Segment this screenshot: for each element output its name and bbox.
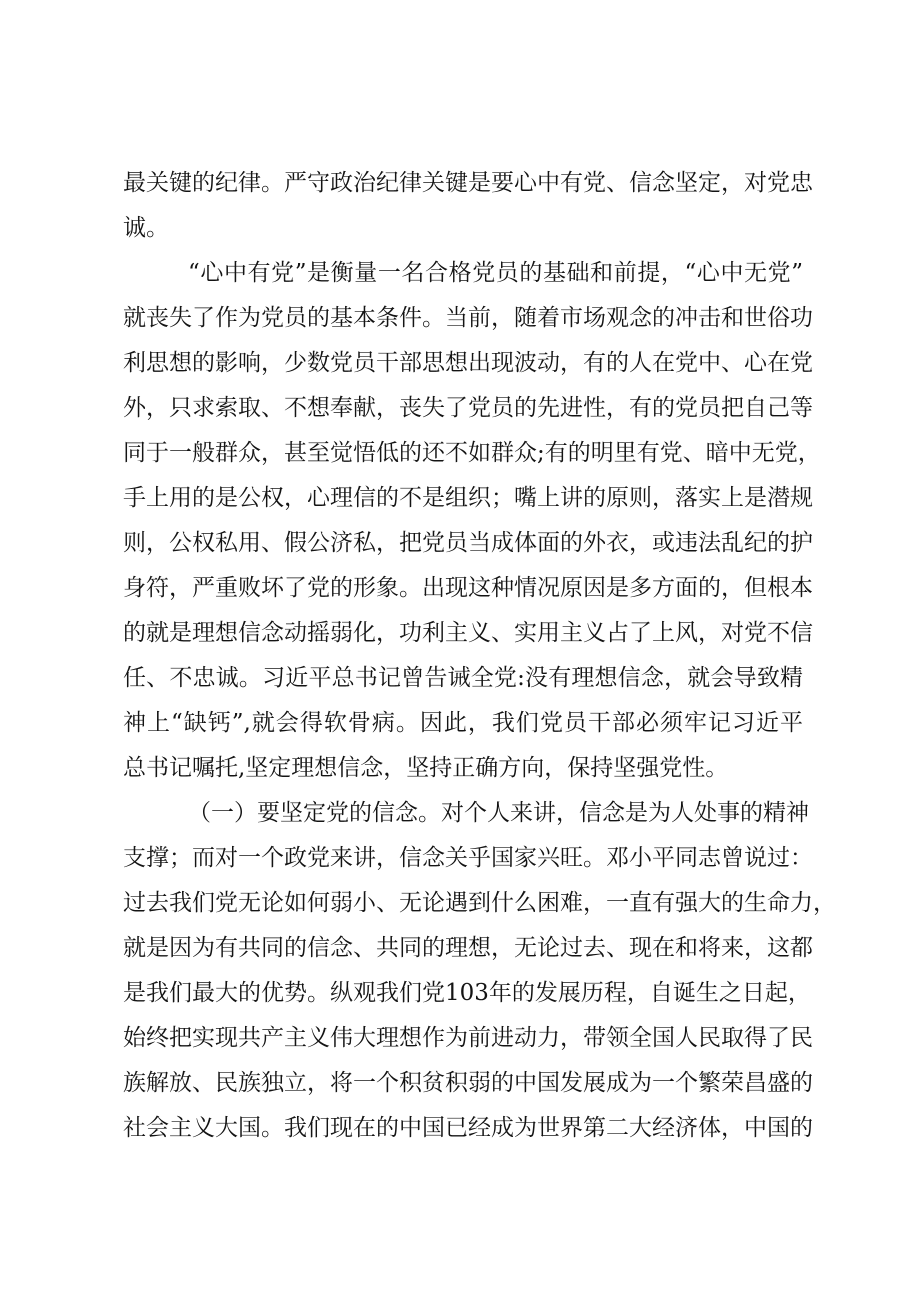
text-line: 同于一般群众，甚至觉悟低的还不如群众;有的明里有党、暗中无党， xyxy=(123,440,821,466)
text-line: 则，公权私用、假公济私，把党员当成体面的外衣，或违法乱纪的护 xyxy=(123,530,813,556)
text-line: 外，只求索取、不想奉献，丧失了党员的先进性，有的党员把自己等 xyxy=(123,395,813,421)
text-line: 的就是理想信念动摇弱化，功利主义、实用主义占了上风，对党不信 xyxy=(123,620,813,646)
text-line: 族解放、民族独立，将一个积贫积弱的中国发展成为一个繁荣昌盛的 xyxy=(123,1070,813,1096)
text-line: 过去我们党无论如何弱小、无论遇到什么困难，一直有强大的生命力， xyxy=(123,890,836,916)
text-line: 始终把实现共产主义伟大理想作为前进动力，带领全国人民取得了民 xyxy=(123,1025,813,1051)
text-line: 利思想的影响，少数党员干部思想出现波动，有的人在党中、心在党 xyxy=(123,350,813,376)
text-line: “心中有党”是衡量一名合格党员的基础和前提，“心中无党” xyxy=(188,260,803,286)
text-line: 诚。 xyxy=(123,215,169,241)
text-line: 社会主义大国。我们现在的中国已经成为世界第二大经济体，中国的 xyxy=(123,1115,813,1141)
text-line: 神上“缺钙”,就会得软骨病。因此，我们党员干部必须牢记习近平 xyxy=(123,710,803,736)
text-line: （一）要坚定党的信念。对个人来讲，信念是为人处事的精神 xyxy=(188,800,809,826)
text-line: 总书记嘱托,坚定理想信念，坚持正确方向，保持坚强党性。 xyxy=(123,755,729,781)
text-line: 支撑；而对一个政党来讲，信念关乎国家兴旺。邓小平同志曾说过： xyxy=(123,845,813,871)
text-line: 任、不忠诚。习近平总书记曾告诫全党:没有理想信念，就会导致精 xyxy=(123,665,803,691)
text-line: 就丧失了作为党员的基本条件。当前，随着市场观念的冲击和世俗功 xyxy=(123,305,813,331)
text-line: 最关键的纪律。严守政治纪律关键是要心中有党、信念坚定，对党忠 xyxy=(123,170,813,196)
text-line: 身符，严重败坏了党的形象。出现这种情况原因是多方面的，但根本 xyxy=(123,575,813,601)
text-line: 手上用的是公权，心理信的不是组织；嘴上讲的原则，落实上是潜规 xyxy=(123,485,813,511)
text-line: 是我们最大的优势。纵观我们党103年的发展历程，自诞生之日起， xyxy=(123,980,811,1006)
text-line: 就是因为有共同的信念、共同的理想，无论过去、现在和将来，这都 xyxy=(123,935,813,961)
